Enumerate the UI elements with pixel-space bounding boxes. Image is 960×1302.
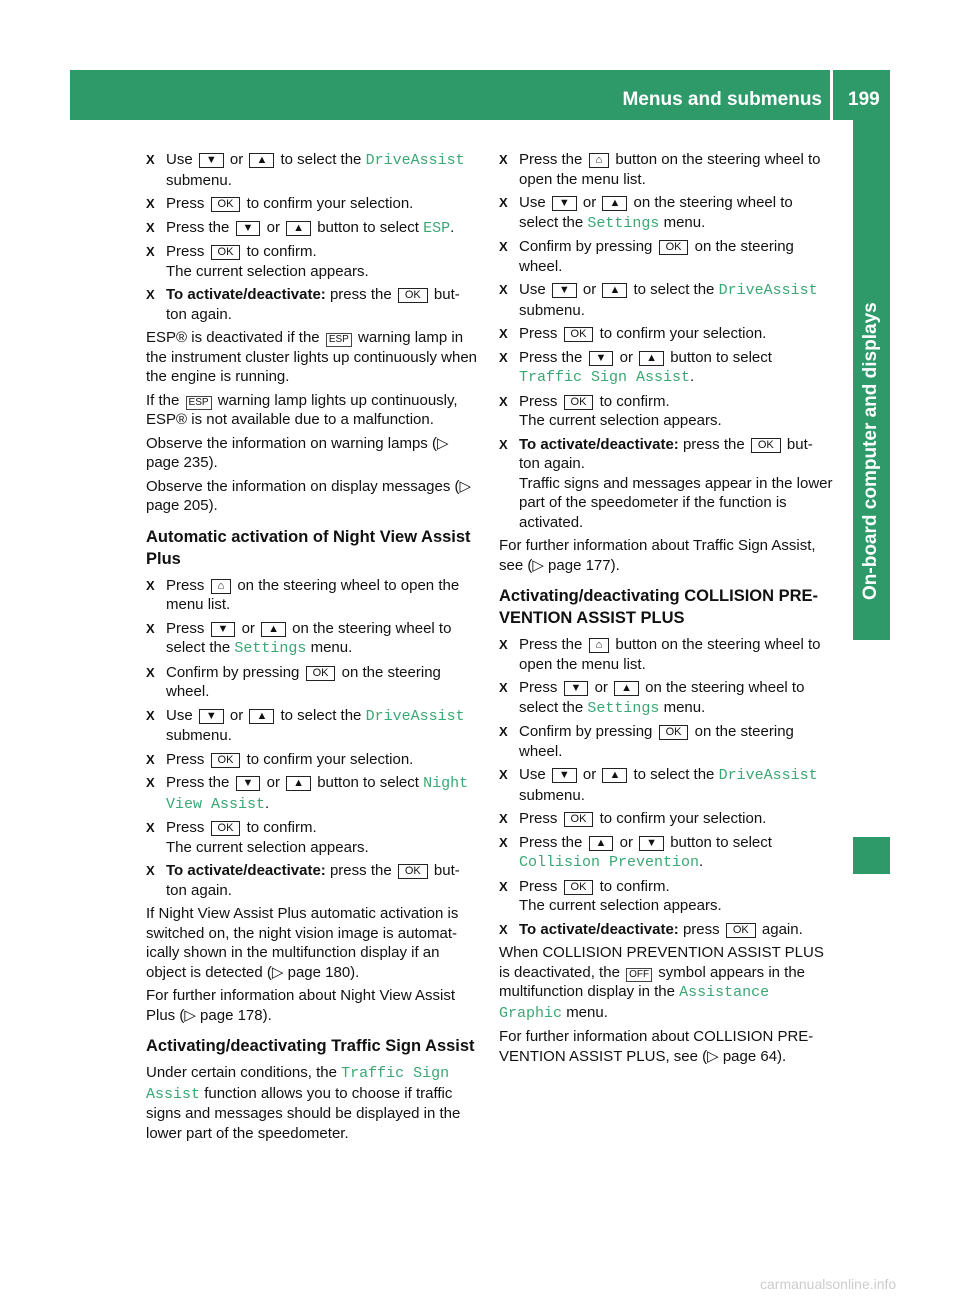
step-item: X Press OK to confirm. The current selection appears.	[146, 243, 369, 280]
step-item: X Use ▼ or ▲ to select the DriveAssist submenu.	[146, 151, 465, 189]
up-key-icon: ▲	[589, 836, 614, 851]
menu-name: Collision Prevention	[519, 854, 700, 871]
ok-key-icon: OK	[398, 288, 428, 303]
ok-key-icon: OK	[659, 240, 689, 255]
step-item: X Use ▼ or ▲ to select the DriveAssist submenu.	[499, 281, 818, 319]
menu-name: DriveAssist	[365, 152, 465, 169]
footer-watermark: carmanualsonline.info	[760, 1276, 897, 1292]
step-item: X Press OK to confirm. The current selection appears.	[499, 877, 722, 914]
section-heading: Activating/deactivating COLLISION PRE-VENTION ASSIST PLUS	[499, 587, 819, 627]
menu-name: Settings	[234, 640, 307, 657]
home-key-icon: ⌂	[589, 638, 610, 653]
step-item: X Press OK to confirm. The current selection appears.	[499, 392, 722, 429]
page-number: 199	[848, 89, 880, 110]
up-key-icon: ▲	[286, 221, 311, 236]
collision-off-icon: OFF	[626, 968, 652, 982]
up-key-icon: ▲	[639, 351, 664, 366]
step-item: X Press OK to confirm your selection.	[146, 750, 414, 768]
esp-warning-icon: ESP	[186, 396, 212, 410]
down-key-icon: ▼	[199, 153, 224, 168]
step-item: X Press the ▼ or ▲ button to select Night View Assist.	[146, 774, 469, 813]
ok-key-icon: OK	[751, 438, 781, 453]
function-name: Traffic Sign Assist	[146, 1065, 450, 1103]
arrow-icon: X	[146, 219, 155, 235]
up-key-icon: ▲	[602, 196, 627, 211]
menu-name: Settings	[587, 699, 660, 717]
step-item: X Press ▼ or ▲ on the steering wheel to select the Settings menu.	[499, 679, 805, 717]
section-heading: Automatic activation of Night View Assist Plus	[146, 527, 471, 568]
arrow-icon: X	[499, 282, 508, 297]
ok-key-icon: OK	[211, 821, 241, 836]
ok-key-icon: OK	[564, 880, 594, 895]
ok-key-icon: OK	[564, 327, 594, 342]
ok-key-icon: OK	[306, 666, 336, 681]
down-key-icon: ▼	[552, 283, 577, 298]
paragraph: Observe the information on warning lamps (▷ page 235).	[146, 434, 449, 471]
step-item: X Press the ▼ or ▲ button to select ESP.	[146, 218, 455, 237]
chapter-marker	[853, 837, 890, 874]
step-item: X Confirm by pressing OK on the steering wheel.	[499, 723, 794, 760]
step-item: X Confirm by pressing OK on the steering wheel.	[499, 238, 794, 275]
menu-name: Night View Assist	[166, 775, 469, 813]
arrow-icon: X	[499, 195, 508, 210]
paragraph: For further information about Night View Assist Plus (▷ page 178).	[146, 987, 456, 1024]
ok-key-icon: OK	[211, 197, 241, 212]
ok-key-icon: OK	[659, 725, 689, 740]
paragraph: Under certain conditions, the Traffic Sign Assist function allows you to choose if traffic signs and messages should be displayed in the lower part of the speedometer.	[146, 1064, 461, 1142]
step-item: X Press the ⌂ button on the steering wheel to open the menu list.	[499, 151, 821, 188]
down-key-icon: ▼	[199, 709, 224, 724]
section-heading: Activating/deactivating Traffic Sign Assist	[146, 1037, 475, 1055]
arrow-icon: X	[146, 196, 155, 211]
header-divider	[830, 70, 833, 120]
menu-name: Settings	[587, 214, 660, 232]
step-item: X Press OK to confirm. The current selection appears.	[146, 819, 369, 856]
home-key-icon: ⌂	[211, 579, 232, 594]
page-header	[70, 70, 890, 120]
arrow-icon: X	[146, 751, 155, 767]
arrow-icon: X	[499, 724, 508, 739]
menu-name: DriveAssist	[365, 707, 465, 725]
right-column	[499, 150, 833, 1070]
paragraph: When COLLISION PREVENTION ASSIST PLUS is deactivated, the OFF symbol appears in the multifunction display in the Assistance Graphic menu.	[499, 944, 824, 1022]
step-item: X Press ▼ or ▲ on the steering wheel to select the Settings menu.	[146, 619, 452, 657]
left-column	[146, 150, 480, 1147]
arrow-icon: X	[499, 680, 508, 695]
arrow-icon: X	[499, 239, 508, 254]
step-item: X Press the ⌂ button on the steering wheel to open the menu list.	[499, 636, 821, 673]
down-key-icon: ▼	[552, 196, 577, 211]
step-item: X Use ▼ or ▲ to select the DriveAssist submenu.	[499, 766, 818, 804]
arrow-icon: X	[499, 921, 508, 937]
up-key-icon: ▲	[602, 768, 627, 783]
arrow-icon: X	[146, 863, 155, 878]
up-key-icon: ▲	[614, 681, 639, 696]
menu-name: DriveAssist	[718, 282, 818, 299]
ok-key-icon: OK	[211, 245, 241, 260]
step-item: X Press the ▼ or ▲ button to select Traffic Sign Assist.	[499, 348, 772, 386]
ok-key-icon: OK	[211, 753, 241, 768]
esp-off-warning-icon: ESP	[326, 333, 352, 347]
down-key-icon: ▼	[589, 351, 614, 366]
arrow-icon: X	[146, 244, 155, 259]
arrow-icon: X	[499, 393, 508, 409]
step-item: X Press ⌂ on the steering wheel to open the menu list.	[146, 576, 460, 613]
arrow-icon: X	[499, 349, 508, 365]
ok-key-icon: OK	[564, 812, 594, 827]
arrow-icon: X	[499, 637, 508, 652]
arrow-icon: X	[146, 775, 155, 790]
ok-key-icon: OK	[726, 923, 756, 938]
arrow-icon: X	[146, 620, 155, 636]
menu-name: DriveAssist	[718, 767, 818, 784]
step-item: X Use ▼ or ▲ on the steering wheel to select the Settings menu.	[499, 194, 793, 232]
up-key-icon: ▲	[249, 153, 274, 168]
arrow-icon: X	[499, 152, 508, 167]
arrow-icon: X	[499, 436, 508, 452]
down-key-icon: ▼	[639, 836, 664, 851]
down-key-icon: ▼	[564, 681, 589, 696]
arrow-icon: X	[499, 326, 508, 341]
step-item: X Press OK to confirm your selection.	[499, 810, 767, 827]
step-item: X To activate/deactivate: press OK again.	[499, 920, 803, 938]
home-key-icon: ⌂	[589, 153, 610, 168]
arrow-icon: X	[146, 664, 155, 680]
step-item: X To activate/deactivate: press the OK but-ton again. Traffic signs and messages appear in the lower part of the speedometer if the function is activated.	[499, 435, 833, 531]
down-key-icon: ▼	[552, 768, 577, 783]
chapter-side-label: On-board computer and displays	[860, 302, 881, 600]
arrow-icon: X	[499, 834, 508, 850]
paragraph: If Night View Assist Plus automatic activation is switched on, the night vision image is automat-ically shown in the multifunction display if an object is detected (▷ page 180).	[146, 905, 459, 981]
arrow-icon: X	[146, 287, 155, 302]
menu-name: Traffic Sign Assist	[519, 369, 691, 386]
up-key-icon: ▲	[602, 283, 627, 298]
step-item: X Press OK to confirm your selection.	[499, 325, 767, 342]
arrow-icon: X	[499, 878, 508, 894]
up-key-icon: ▲	[249, 709, 274, 724]
menu-name: ESP	[423, 219, 451, 237]
paragraph: For further information about COLLISION PRE-VENTION ASSIST PLUS, see (▷ page 64).	[499, 1028, 814, 1065]
step-item: X Press OK to confirm your selection.	[146, 195, 414, 212]
step-item: X To activate/deactivate: press the OK but-ton again.	[146, 862, 460, 899]
up-key-icon: ▲	[286, 776, 311, 791]
arrow-icon: X	[146, 577, 155, 593]
paragraph: Observe the information on display messages (▷ page 205).	[146, 477, 472, 514]
paragraph: ESP® is deactivated if the ESP warning lamp in the instrument cluster lights up continuously when the engine is running.	[146, 329, 478, 385]
down-key-icon: ▼	[211, 622, 236, 637]
arrow-icon: X	[499, 811, 508, 826]
step-item: X Use ▼ or ▲ to select the DriveAssist submenu.	[146, 706, 465, 744]
menu-name: Assistance Graphic	[499, 984, 770, 1022]
section-title: Menus and submenus	[622, 89, 822, 110]
down-key-icon: ▼	[236, 221, 261, 236]
paragraph: If the ESP warning lamp lights up continuously, ESP® is not available due to a malfunction.	[146, 391, 458, 428]
arrow-icon: X	[499, 767, 508, 782]
arrow-icon: X	[146, 152, 155, 167]
paragraph: For further information about Traffic Sign Assist, see (▷ page 177).	[499, 537, 816, 574]
step-item: X To activate/deactivate: press the OK but-ton again.	[146, 286, 460, 323]
up-key-icon: ▲	[261, 622, 286, 637]
ok-key-icon: OK	[398, 864, 428, 879]
step-item: X Confirm by pressing OK on the steering wheel.	[146, 663, 441, 700]
arrow-icon: X	[146, 707, 155, 723]
down-key-icon: ▼	[236, 776, 261, 791]
step-item: X Press the ▲ or ▼ button to select Collision Prevention.	[499, 833, 772, 871]
ok-key-icon: OK	[564, 395, 594, 410]
arrow-icon: X	[146, 820, 155, 835]
